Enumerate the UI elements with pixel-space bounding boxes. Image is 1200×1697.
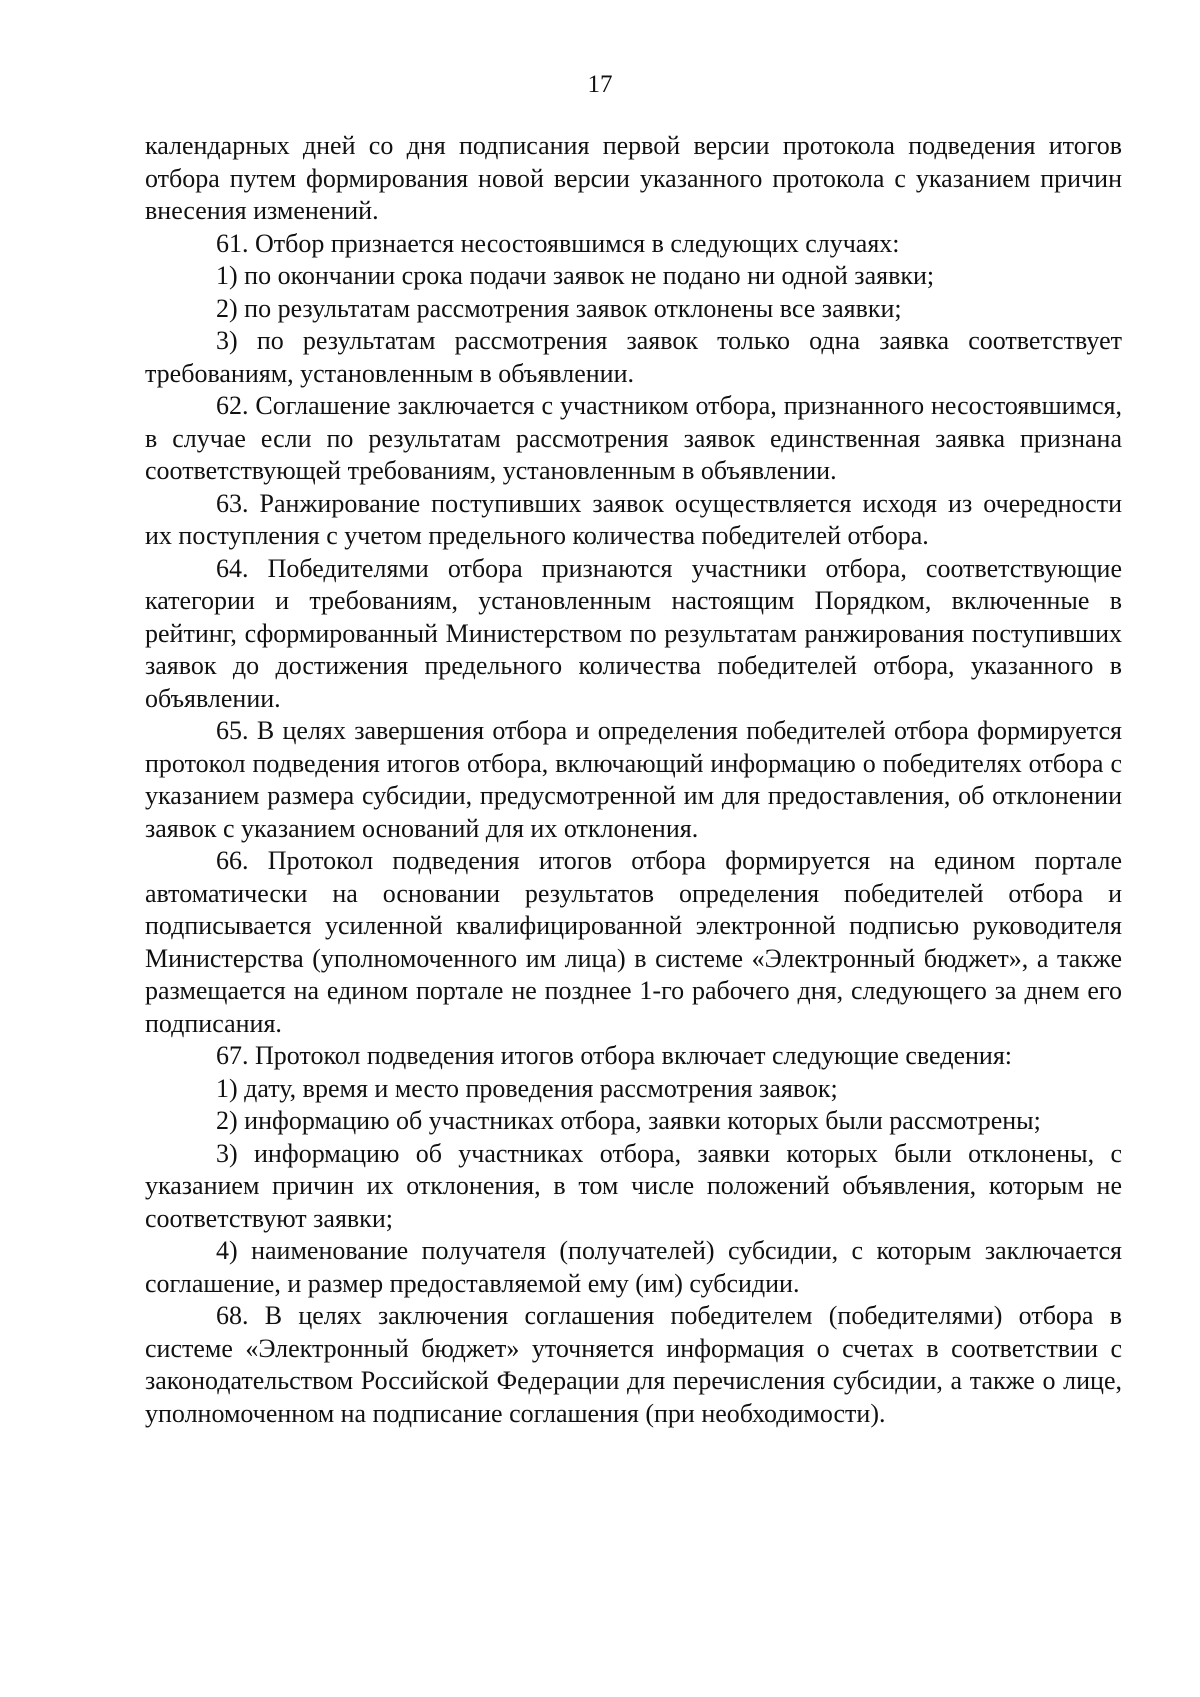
paragraph-63: 63. Ранжирование поступивших заявок осуществляется исходя из очередности их поступления с учетом предельного количества победителей отбора. <box>145 488 1122 550</box>
paragraph-65: 65. В целях завершения отбора и определения победителей отбора формируется протокол подведения итогов отбора, включающий информацию о победителях отбора с указанием размера субсидии, предусмотренной им для предоставления, об отклонении заявок с указанием оснований для их отклонения. <box>145 716 1122 843</box>
paragraph-62: 62. Соглашение заключается с участником отбора, признанного несостоявшимся, в случае если по результатам рассмотрения заявок единственная заявка признана соответствующей требованиям, установленным в объявлении. <box>145 391 1122 485</box>
page-number: 17 <box>587 71 613 98</box>
paragraph-66: 66. Протокол подведения итогов отбора формируется на едином портале автоматически на основании результатов определения победителей отбора и подписывается усиленной квалифицированной электронной подписью руководителя Министерства (уполномоченного им лица) в системе «Электронный бюджет», а также размещается на едином портале не позднее 1-го рабочего дня, следующего за днем его подписания. <box>145 846 1122 1038</box>
paragraph-67: 67. Протокол подведения итогов отбора включает следующие сведения: <box>216 1041 1012 1070</box>
paragraph-67-item-4: 4) наименование получателя (получателей) субсидии, с которым заключается соглашение, и размер предоставляемой ему (им) субсидии. <box>145 1236 1122 1298</box>
paragraph-61-item-1: 1) по окончании срока подачи заявок не подано ни одной заявки; <box>216 261 935 290</box>
paragraph-64: 64. Победителями отбора признаются участники отбора, соответствующие категории и требованиям, установленным настоящим Порядком, включенные в рейтинг, сформированный Министерством по результатам ранжирования поступивших заявок до достижения предельного количества победителей отбора, указанного в объявлении. <box>145 553 1122 713</box>
paragraph-61: 61. Отбор признается несостоявшимся в следующих случаях: <box>216 228 900 258</box>
paragraph-68: 68. В целях заключения соглашения победителем (победителями) отбора в системе «Электронный бюджет» уточняется информация о счетах в соответствии с законодательством Российской Федерации для перечисления субсидии, а также о лице, уполномоченном на подписание соглашения (при необходимости). <box>145 1301 1122 1428</box>
paragraph-67-item-3: 3) информацию об участниках отбора, заявки которых были отклонены, с указанием причин их отклонения, в том числе положений объявления, которым не соответствуют заявки; <box>145 1138 1122 1233</box>
paragraph-61-item-3: 3) по результатам рассмотрения заявок только одна заявка соответствует требованиям, установленным в объявлении. <box>145 326 1122 388</box>
paragraph-67-item-2: 2) информацию об участниках отбора, заявки которых были рассмотрены; <box>216 1106 1041 1135</box>
document-body <box>145 130 1122 1430</box>
paragraph-67-item-1: 1) дату, время и место проведения рассмотрения заявок; <box>216 1073 838 1103</box>
paragraph-61-item-2: 2) по результатам рассмотрения заявок отклонены все заявки; <box>216 293 902 323</box>
paragraph-continuation: календарных дней со дня подписания первой версии протокола подведения итогов отбора путем формирования новой версии указанного протокола с указанием причин внесения изменений. <box>145 131 1122 225</box>
